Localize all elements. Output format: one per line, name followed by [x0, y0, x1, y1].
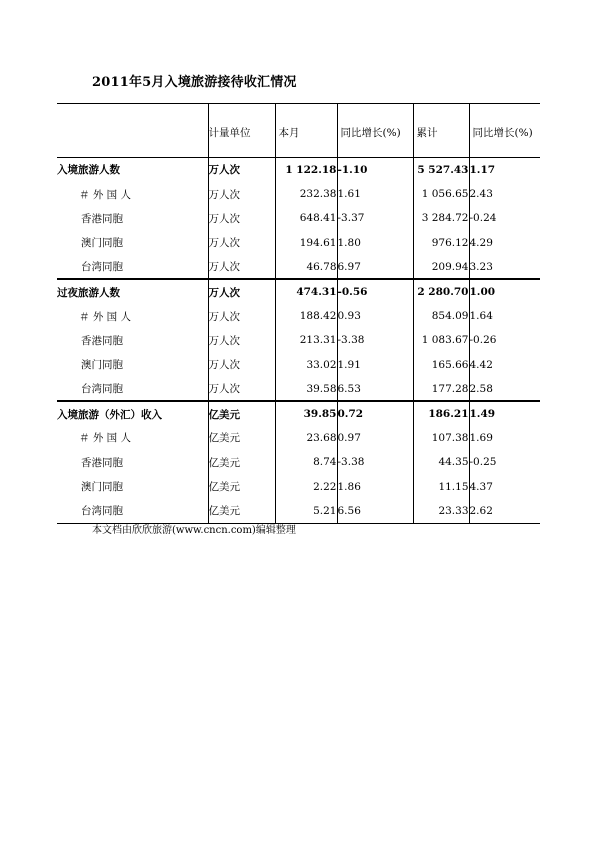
row-yoy-month: -3.38 — [337, 328, 413, 352]
header-yoy-cumulative: 同比增长(%) — [469, 104, 540, 158]
row-yoy-month: 1.91 — [337, 353, 413, 377]
row-name: 澳门同胞 — [81, 481, 123, 494]
row-yoy-cumulative: 3.23 — [469, 255, 540, 279]
row-name: 过夜旅游人数 — [57, 286, 120, 299]
row-cumulative: 1 083.67 — [413, 328, 469, 352]
row-month: 39.85 — [275, 401, 337, 425]
row-unit: 亿美元 — [208, 450, 275, 474]
row-yoy-month: -1.10 — [337, 158, 413, 182]
header-month: 本月 — [275, 104, 337, 158]
row-cumulative: 165.66 — [413, 353, 469, 377]
row-yoy-month: -3.38 — [337, 450, 413, 474]
row-yoy-month: -3.37 — [337, 206, 413, 230]
row-unit: 万人次 — [208, 231, 275, 255]
table-row — [57, 231, 540, 255]
page-title: 2011年5月入境旅游接待收汇情况 — [92, 75, 297, 90]
table-row — [57, 401, 540, 425]
row-yoy-month: 1.86 — [337, 475, 413, 499]
row-name: 台湾同胞 — [81, 261, 123, 274]
row-month: 213.31 — [275, 328, 337, 352]
row-cumulative: 11.15 — [413, 475, 469, 499]
table-row — [57, 206, 540, 230]
row-unit: 万人次 — [208, 279, 275, 303]
row-cumulative: 186.21 — [413, 401, 469, 425]
row-yoy-cumulative: 2.62 — [469, 499, 540, 523]
table-row — [57, 499, 540, 523]
row-name: 台湾同胞 — [81, 383, 123, 396]
row-month: 5.21 — [275, 499, 337, 523]
row-month: 46.78 — [275, 255, 337, 279]
row-cumulative: 23.33 — [413, 499, 469, 523]
row-month: 33.02 — [275, 353, 337, 377]
row-yoy-month: 0.93 — [337, 304, 413, 328]
row-cumulative: 2 280.70 — [413, 279, 469, 303]
table-header-row — [57, 104, 540, 158]
table-row — [57, 304, 540, 328]
row-cumulative: 209.94 — [413, 255, 469, 279]
row-unit: 万人次 — [208, 255, 275, 279]
row-yoy-cumulative: -0.26 — [469, 328, 540, 352]
table-row — [57, 279, 540, 303]
row-month: 1 122.18 — [275, 158, 337, 182]
table-row — [57, 158, 540, 182]
row-unit: 万人次 — [208, 328, 275, 352]
row-cumulative: 44.35 — [413, 450, 469, 474]
row-cumulative: 1 056.65 — [413, 182, 469, 206]
row-month: 23.68 — [275, 426, 337, 450]
row-yoy-cumulative: 1.00 — [469, 279, 540, 303]
row-yoy-cumulative: 2.43 — [469, 182, 540, 206]
row-yoy-cumulative: 1.69 — [469, 426, 540, 450]
row-cumulative: 854.09 — [413, 304, 469, 328]
table-row — [57, 255, 540, 279]
row-unit: 亿美元 — [208, 475, 275, 499]
row-name: ＃ 外 国 人 — [79, 432, 132, 445]
row-yoy-cumulative: 4.37 — [469, 475, 540, 499]
row-month: 474.31 — [275, 279, 337, 303]
row-unit: 亿美元 — [208, 401, 275, 425]
row-yoy-cumulative: 1.17 — [469, 158, 540, 182]
row-yoy-cumulative: 1.64 — [469, 304, 540, 328]
row-name: 香港同胞 — [81, 212, 123, 225]
table-row — [57, 182, 540, 206]
row-name: 台湾同胞 — [81, 505, 123, 518]
row-yoy-cumulative: 1.49 — [469, 401, 540, 425]
row-name: ＃ 外 国 人 — [79, 188, 132, 201]
row-yoy-cumulative: 2.58 — [469, 377, 540, 401]
table-row — [57, 450, 540, 474]
row-unit: 万人次 — [208, 377, 275, 401]
row-name: 香港同胞 — [81, 456, 123, 469]
row-month: 39.58 — [275, 377, 337, 401]
row-cumulative: 5 527.43 — [413, 158, 469, 182]
row-yoy-month: 6.56 — [337, 499, 413, 523]
row-unit: 万人次 — [208, 353, 275, 377]
tourism-table — [57, 103, 540, 524]
row-yoy-month: 1.61 — [337, 182, 413, 206]
table-row — [57, 377, 540, 401]
row-name: 香港同胞 — [81, 334, 123, 347]
header-cumulative: 累计 — [413, 104, 469, 158]
header-name — [57, 104, 208, 158]
row-yoy-cumulative: 4.42 — [469, 353, 540, 377]
row-yoy-month: 0.72 — [337, 401, 413, 425]
row-name: 入境旅游人数 — [57, 164, 120, 177]
row-yoy-month: 1.80 — [337, 231, 413, 255]
row-name: 澳门同胞 — [81, 237, 123, 250]
row-name: 澳门同胞 — [81, 359, 123, 372]
row-cumulative: 177.28 — [413, 377, 469, 401]
row-yoy-month: 0.97 — [337, 426, 413, 450]
row-unit: 亿美元 — [208, 426, 275, 450]
row-unit: 万人次 — [208, 158, 275, 182]
row-cumulative: 107.38 — [413, 426, 469, 450]
row-name: 入境旅游（外汇）收入 — [57, 408, 162, 421]
table-row — [57, 475, 540, 499]
row-month: 232.38 — [275, 182, 337, 206]
row-month: 2.22 — [275, 475, 337, 499]
row-unit: 万人次 — [208, 206, 275, 230]
row-yoy-month: 6.53 — [337, 377, 413, 401]
row-month: 8.74 — [275, 450, 337, 474]
row-month: 194.61 — [275, 231, 337, 255]
row-yoy-month: 6.97 — [337, 255, 413, 279]
row-month: 648.41 — [275, 206, 337, 230]
row-unit: 亿美元 — [208, 499, 275, 523]
row-yoy-cumulative: -0.24 — [469, 206, 540, 230]
header-yoy-month: 同比增长(%) — [337, 104, 413, 158]
row-yoy-cumulative: -0.25 — [469, 450, 540, 474]
row-yoy-month: -0.56 — [337, 279, 413, 303]
source-footer: 本文档由欣欣旅游(www.cncn.com)编辑整理 — [92, 525, 296, 536]
row-unit: 万人次 — [208, 304, 275, 328]
row-name: ＃ 外 国 人 — [79, 310, 132, 323]
header-unit: 计量单位 — [208, 104, 275, 158]
row-cumulative: 976.12 — [413, 231, 469, 255]
row-unit: 万人次 — [208, 182, 275, 206]
table-row — [57, 353, 540, 377]
row-cumulative: 3 284.72 — [413, 206, 469, 230]
table-row — [57, 328, 540, 352]
row-month: 188.42 — [275, 304, 337, 328]
row-yoy-cumulative: 4.29 — [469, 231, 540, 255]
table-row — [57, 426, 540, 450]
